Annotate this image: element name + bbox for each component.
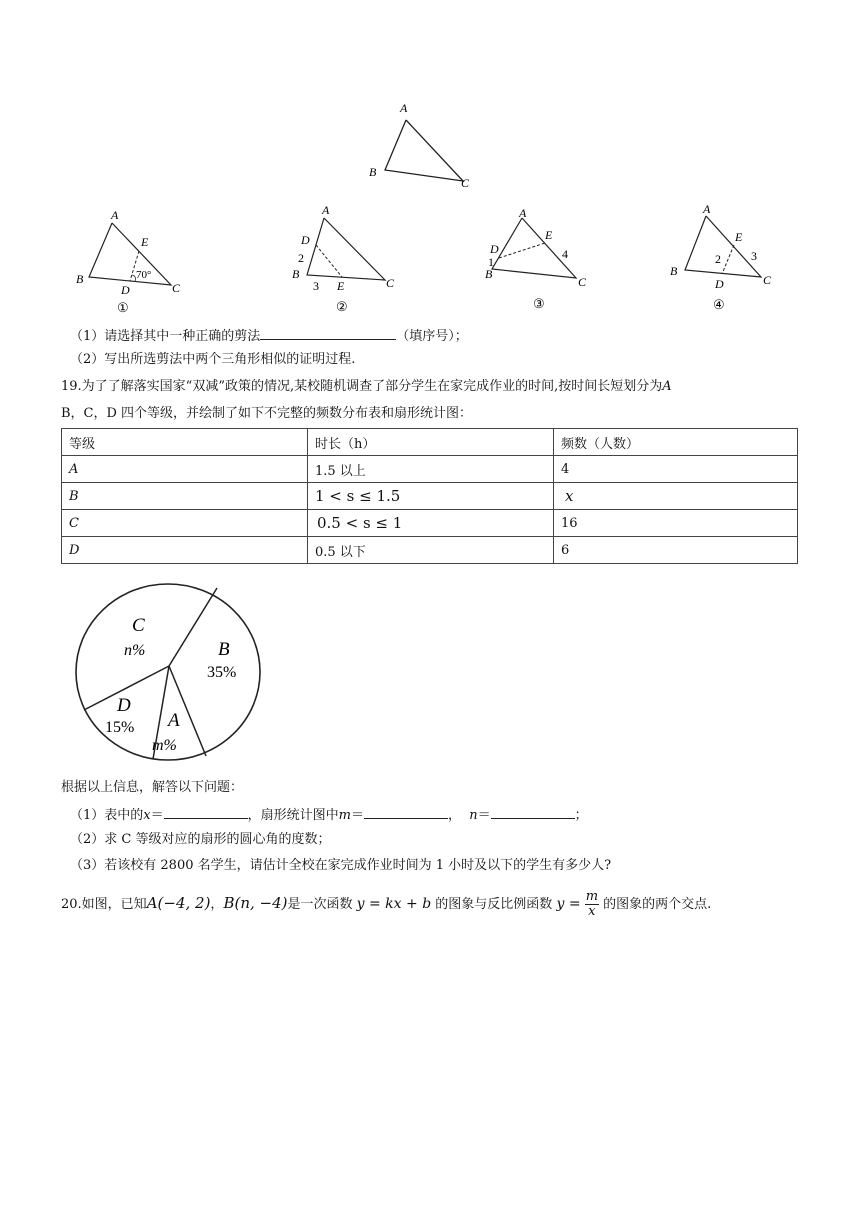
table-row (62, 483, 798, 510)
svg-text:A: A (703, 202, 711, 216)
svg-text:A: A (111, 208, 119, 222)
svg-text:E: E (735, 230, 743, 244)
q19-after-intro: 根据以上信息，解答以下问题： (61, 780, 244, 795)
table-cell: B (62, 483, 308, 510)
svg-text:B: B (76, 272, 84, 286)
pie-label-C-pct: n% (124, 642, 146, 659)
svg-text:A: A (519, 206, 527, 220)
q19-intro-line2: B，C，D 四个等级，并绘制了如下不完整的频数分布表和扇形统计图： (61, 406, 473, 421)
svg-text:E: E (545, 228, 553, 242)
table-cell: C (62, 510, 308, 537)
table-cell: 0.5 < s ≤ 1 (308, 510, 554, 537)
q18-part2: （2）写出所选剪法中两个三角形相似的证明过程. (70, 352, 356, 367)
svg-text:1: 1 (488, 255, 494, 269)
q19-part2: （2）求 C 等级对应的扇形的圆心角的度数； (70, 832, 331, 847)
figure-3 (480, 200, 600, 315)
vertex-label: B (369, 165, 377, 179)
svg-text:C: C (172, 281, 181, 295)
svg-text:3: 3 (313, 279, 319, 293)
pie-label-B-pct: 35% (207, 664, 237, 681)
q18-part1: （1）请选择其中一种正确的剪法 （填序号）； (70, 325, 468, 347)
svg-text:D: D (121, 283, 130, 297)
table-cell: 16 (554, 510, 798, 537)
pie-chart (72, 577, 268, 767)
pie-label-A: A (168, 710, 180, 731)
pie-label-C: C (132, 615, 145, 636)
pie-label-B: B (218, 639, 230, 660)
svg-text:B: B (485, 267, 493, 281)
svg-text:B: B (670, 264, 678, 278)
table-cell: 4 (554, 456, 798, 483)
pie-label-D: D (117, 695, 131, 716)
q19-part3: （3）若该校有 2800 名学生，请估计全校在家完成作业时间为 1 小时及以下的学生有多少人? (70, 858, 612, 873)
table-header: 频数（人数） (554, 429, 798, 456)
figure-4 (665, 198, 785, 313)
svg-text:2: 2 (715, 252, 721, 266)
svg-text:E: E (141, 235, 149, 249)
figure-2 (282, 200, 402, 315)
table-cell: D (62, 537, 308, 564)
pie-label-D-pct: 15% (105, 719, 135, 736)
svg-text:D: D (715, 277, 724, 291)
vertex-label: C (461, 176, 470, 190)
point-A: A(−4, 2) (146, 894, 211, 912)
point-B: B(n, −4) (223, 894, 288, 912)
q19-part1: （1）表中的x＝ ，扇形统计图中m＝ ， n＝ ； (70, 804, 588, 826)
vertex-label: A (400, 101, 408, 115)
table-cell: x (554, 483, 798, 510)
figure-number: ③ (533, 296, 545, 311)
figure-1 (70, 205, 200, 317)
svg-text:E: E (337, 279, 345, 293)
table-header: 时长（h） (308, 429, 554, 456)
top-triangle (360, 95, 490, 195)
table-row (62, 537, 798, 564)
table-cell: 1 < s ≤ 1.5 (308, 483, 554, 510)
inverse-fraction: $\frac{m}{x}$ (585, 889, 599, 919)
table-cell: 0.5 以下 (308, 537, 554, 564)
table-header-row (62, 429, 798, 456)
svg-text:C: C (763, 273, 772, 287)
svg-text:3: 3 (751, 249, 757, 263)
answer-blank-x[interactable] (164, 804, 248, 819)
svg-text:B: B (292, 267, 300, 281)
answer-blank[interactable] (260, 325, 396, 340)
answer-blank-m[interactable] (364, 804, 448, 819)
pie-label-A-pct: m% (152, 737, 177, 754)
svg-text:70°: 70° (136, 269, 152, 281)
figure-number: ② (336, 299, 348, 314)
table-row (62, 456, 798, 483)
svg-text:2: 2 (298, 251, 304, 265)
frequency-table (61, 428, 798, 564)
answer-blank-n[interactable] (491, 804, 575, 819)
q20-statement: 20.如图，已知A(−4, 2)，B(n, −4)是一次函数 y = kx + b 的图象与反比例函数 y = $\frac{m}{x}$ 的图象的两个交点. (61, 889, 712, 919)
svg-text:4: 4 (562, 247, 568, 261)
svg-text:D: D (301, 233, 310, 247)
q19-intro-line1: 19.为了了解落实国家“双减”政策的情况,某校随机调查了部分学生在家完成作业的时间,按时间长短划分为A (61, 379, 672, 394)
svg-text:D: D (490, 242, 499, 256)
figure-number: ① (117, 300, 129, 315)
svg-text:A: A (322, 203, 330, 217)
table-header: 等级 (62, 429, 308, 456)
svg-text:C: C (578, 275, 587, 289)
figure-number: ④ (713, 297, 725, 312)
table-cell: 1.5 以上 (308, 456, 554, 483)
svg-text:C: C (386, 276, 395, 290)
linear-function: y = kx + b (356, 896, 432, 912)
table-row (62, 510, 798, 537)
table-cell: A (62, 456, 308, 483)
table-cell: 6 (554, 537, 798, 564)
